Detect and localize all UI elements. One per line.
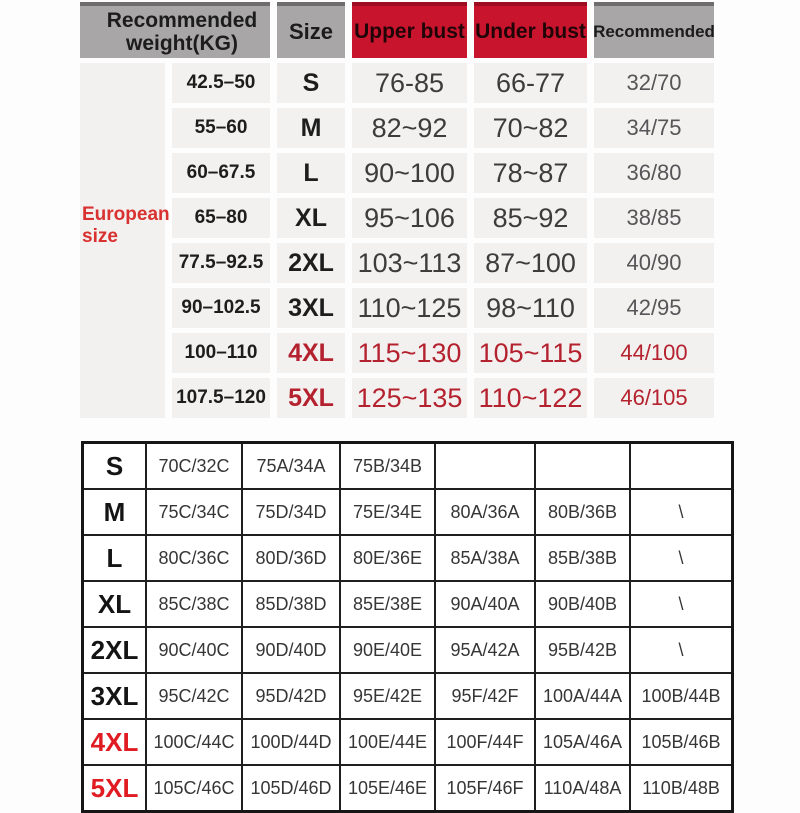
cup-row-size-label: 3XL — [83, 673, 147, 719]
cup-row-size-label: 2XL — [83, 627, 147, 673]
recommended-cell: 34/75 — [594, 108, 714, 148]
cup-row-size-label: M — [83, 489, 147, 535]
cup-size-cell: 75B/34B — [340, 443, 435, 490]
recommended-cell: 46/105 — [594, 378, 714, 418]
measurement-table — [80, 2, 714, 418]
size-cell: 4XL — [277, 333, 345, 373]
cup-row-size-label: L — [83, 535, 147, 581]
cup-size-cell: 80C/36C — [146, 535, 242, 581]
under-bust-cell: 70~82 — [474, 108, 587, 148]
upper-bust-cell: 76-85 — [352, 63, 467, 103]
under-bust-cell: 87~100 — [474, 243, 587, 283]
weight-cell: 60–67.5 — [172, 153, 270, 193]
cup-table-row — [83, 535, 733, 581]
cup-size-cell: 70C/32C — [146, 443, 242, 490]
cup-size-cell: 100A/44A — [535, 673, 630, 719]
cup-size-cell: 95F/42F — [435, 673, 535, 719]
header-size: Size — [277, 2, 345, 58]
cup-size-cell: 85D/38D — [242, 581, 340, 627]
cup-table-row — [83, 443, 733, 490]
under-bust-cell: 78~87 — [474, 153, 587, 193]
under-bust-cell: 105~115 — [474, 333, 587, 373]
size-cell: S — [277, 63, 345, 103]
size-cell: 5XL — [277, 378, 345, 418]
cup-size-cell: 85C/38C — [146, 581, 242, 627]
cup-size-cell: 105A/46A — [535, 719, 630, 765]
cup-row-size-label: 4XL — [83, 719, 147, 765]
weight-cell: 65–80 — [172, 198, 270, 238]
header-recommended: Recommended — [594, 2, 714, 58]
european-size-label: European size — [80, 63, 165, 418]
cup-size-cell: 110B/48B — [630, 765, 733, 812]
cup-size-cell: 95E/42E — [340, 673, 435, 719]
weight-cell: 100–110 — [172, 333, 270, 373]
cup-row-size-label: 5XL — [83, 765, 147, 812]
cup-size-cell: \ — [630, 535, 733, 581]
size-cell: M — [277, 108, 345, 148]
upper-bust-cell: 125~135 — [352, 378, 467, 418]
header-upper-bust: Upper bust — [352, 2, 467, 58]
cup-size-cell: 85B/38B — [535, 535, 630, 581]
cup-size-cell: 100D/44D — [242, 719, 340, 765]
cup-size-cell: 100C/44C — [146, 719, 242, 765]
weight-cell: 55–60 — [172, 108, 270, 148]
cup-table-row — [83, 719, 733, 765]
cup-size-cell: 80B/36B — [535, 489, 630, 535]
size-cell: 3XL — [277, 288, 345, 328]
weight-cell: 90–102.5 — [172, 288, 270, 328]
cup-row-size-label: XL — [83, 581, 147, 627]
recommended-cell: 42/95 — [594, 288, 714, 328]
under-bust-cell: 98~110 — [474, 288, 587, 328]
cup-size-cell — [630, 443, 733, 490]
cup-size-cell: 95A/42A — [435, 627, 535, 673]
weight-cell: 77.5–92.5 — [172, 243, 270, 283]
cup-size-table — [81, 441, 734, 813]
cup-size-cell: 100B/44B — [630, 673, 733, 719]
upper-bust-cell: 95~106 — [352, 198, 467, 238]
under-bust-cell: 66-77 — [474, 63, 587, 103]
cup-size-cell: 95D/42D — [242, 673, 340, 719]
cup-size-cell: 90C/40C — [146, 627, 242, 673]
upper-bust-cell: 110~125 — [352, 288, 467, 328]
cup-size-cell: 80E/36E — [340, 535, 435, 581]
recommended-cell: 44/100 — [594, 333, 714, 373]
cup-size-cell: 90B/40B — [535, 581, 630, 627]
cup-size-cell — [535, 443, 630, 490]
cup-size-cell: 75E/34E — [340, 489, 435, 535]
recommended-cell: 38/85 — [594, 198, 714, 238]
upper-bust-cell: 115~130 — [352, 333, 467, 373]
cup-size-cell: 105C/46C — [146, 765, 242, 812]
upper-bust-cell: 82~92 — [352, 108, 467, 148]
recommended-cell: 36/80 — [594, 153, 714, 193]
under-bust-cell: 85~92 — [474, 198, 587, 238]
under-bust-cell: 110~122 — [474, 378, 587, 418]
cup-row-size-label: S — [83, 443, 147, 490]
cup-table-row — [83, 627, 733, 673]
cup-table-row — [83, 489, 733, 535]
cup-table-row — [83, 673, 733, 719]
recommended-cell: 40/90 — [594, 243, 714, 283]
weight-cell: 42.5–50 — [172, 63, 270, 103]
cup-size-cell: 80D/36D — [242, 535, 340, 581]
cup-size-cell: 90D/40D — [242, 627, 340, 673]
cup-table-row — [83, 765, 733, 812]
cup-size-cell: 100E/44E — [340, 719, 435, 765]
cup-size-cell: 105D/46D — [242, 765, 340, 812]
header-recommended-weight: Recommended weight(KG) — [80, 2, 270, 58]
cup-size-cell: 95B/42B — [535, 627, 630, 673]
cup-size-cell: 75D/34D — [242, 489, 340, 535]
cup-table-row — [83, 581, 733, 627]
cup-size-cell: 105B/46B — [630, 719, 733, 765]
cup-size-cell: 100F/44F — [435, 719, 535, 765]
cup-size-cell: 105E/46E — [340, 765, 435, 812]
weight-cell: 107.5–120 — [172, 378, 270, 418]
cup-size-cell: 75A/34A — [242, 443, 340, 490]
size-cell: 2XL — [277, 243, 345, 283]
upper-bust-cell: 90~100 — [352, 153, 467, 193]
cup-size-cell: \ — [630, 489, 733, 535]
cup-size-cell: 105F/46F — [435, 765, 535, 812]
recommended-cell: 32/70 — [594, 63, 714, 103]
cup-size-cell: 85E/38E — [340, 581, 435, 627]
cup-size-cell: 90E/40E — [340, 627, 435, 673]
cup-size-cell: 85A/38A — [435, 535, 535, 581]
cup-size-cell: \ — [630, 581, 733, 627]
cup-size-cell: 90A/40A — [435, 581, 535, 627]
header-under-bust: Under bust — [474, 2, 587, 58]
size-cell: L — [277, 153, 345, 193]
cup-size-cell — [435, 443, 535, 490]
cup-size-cell: 75C/34C — [146, 489, 242, 535]
cup-size-cell: 110A/48A — [535, 765, 630, 812]
cup-size-cell: 95C/42C — [146, 673, 242, 719]
cup-size-cell: 80A/36A — [435, 489, 535, 535]
upper-bust-cell: 103~113 — [352, 243, 467, 283]
size-cell: XL — [277, 198, 345, 238]
cup-size-cell: \ — [630, 627, 733, 673]
